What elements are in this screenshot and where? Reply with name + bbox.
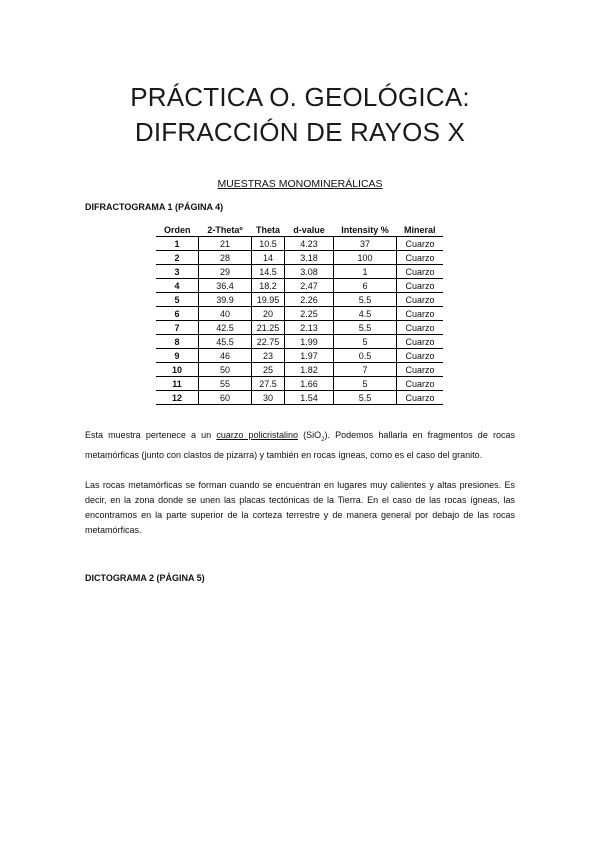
cell-theta: 20 [252,307,285,321]
cuarzo-policristalino-term: cuarzo policristalino [216,430,298,440]
paragraph-rocas: Las rocas metamórficas se forman cuando se encuentran en lugares muy calientes y altas presiones. Es decir, en la zona donde se unen las placas tectónicas de la Tierra. En el caso de las rocas ígneas, las encontramos en la parte superior de la corteza terrestre y de manera general por debajo de las rocas metamórficas. [85,480,515,535]
cell-theta: 19.95 [252,293,285,307]
cell-d-value: 4.23 [285,237,334,251]
cell-d-value: 3.18 [285,251,334,265]
cell-theta: 23 [252,349,285,363]
table-row [156,307,443,321]
cell-mineral: Cuarzo [397,293,444,307]
cell-2-theta: 50 [199,363,252,377]
cell-theta: 14.5 [252,265,285,279]
table-row [156,335,443,349]
column-header-intensity: Intensity % [334,223,397,237]
cell-2-theta: 40 [199,307,252,321]
cell-orden: 2 [156,251,199,265]
document-title-line-1: PRÁCTICA O. GEOLÓGICA: [130,82,470,112]
cell-orden: 7 [156,321,199,335]
cell-orden: 3 [156,265,199,279]
table-row [156,279,443,293]
cell-theta: 10.5 [252,237,285,251]
cell-orden: 10 [156,363,199,377]
cell-d-value: 3.08 [285,265,334,279]
cell-theta: 14 [252,251,285,265]
cell-d-value: 1.97 [285,349,334,363]
cell-theta: 25 [252,363,285,377]
cell-orden: 12 [156,391,199,405]
cell-intensity: 6 [334,279,397,293]
table-row [156,363,443,377]
cell-mineral: Cuarzo [397,335,444,349]
cell-orden: 1 [156,237,199,251]
cell-mineral: Cuarzo [397,307,444,321]
cell-2-theta: 39.9 [199,293,252,307]
column-header-orden: Orden [156,223,199,237]
table-row [156,391,443,405]
cell-intensity: 5.5 [334,391,397,405]
paragraph-1-text-after: ). Podemos hallarla en fragmentos de rocas metamórficas (junto con clastos de pizarra) y también en rocas ígneas, como es el caso del granito. [85,430,515,460]
cell-intensity: 4.5 [334,307,397,321]
table-row [156,251,443,265]
cell-theta: 27.5 [252,377,285,391]
cell-2-theta: 55 [199,377,252,391]
cell-intensity: 5.5 [334,293,397,307]
cell-d-value: 2.25 [285,307,334,321]
cell-2-theta: 29 [199,265,252,279]
column-header-d-value: d-value [285,223,334,237]
table-row [156,293,443,307]
cell-mineral: Cuarzo [397,237,444,251]
cell-theta: 22.75 [252,335,285,349]
cell-intensity: 100 [334,251,397,265]
formula-subscript: 2 [321,436,325,443]
cell-d-value: 2.13 [285,321,334,335]
cell-mineral: Cuarzo [397,265,444,279]
cell-d-value: 2.26 [285,293,334,307]
cell-d-value: 2.47 [285,279,334,293]
paragraph-1-text-before: Esta muestra pertenece a un [85,430,217,440]
cell-theta: 18.2 [252,279,285,293]
cell-d-value: 1.82 [285,363,334,377]
cell-intensity: 5.5 [334,321,397,335]
table-row [156,265,443,279]
cell-mineral: Cuarzo [397,321,444,335]
cell-mineral: Cuarzo [397,391,444,405]
cell-intensity: 5 [334,377,397,391]
cell-2-theta: 60 [199,391,252,405]
cell-orden: 9 [156,349,199,363]
cell-2-theta: 45.5 [199,335,252,349]
cell-orden: 4 [156,279,199,293]
table-row [156,321,443,335]
subheading-difractograma-1: DIFRACTOGRAMA 1 (PÁGINA 4) [85,202,224,212]
table-row [156,349,443,363]
cell-intensity: 7 [334,363,397,377]
cell-2-theta: 21 [199,237,252,251]
table-row [156,377,443,391]
cell-2-theta: 42.5 [199,321,252,335]
cell-intensity: 37 [334,237,397,251]
column-header-mineral: Mineral [397,223,444,237]
section-heading: MUESTRAS MONOMINERÁLICAS [217,178,383,190]
cell-mineral: Cuarzo [397,349,444,363]
cell-intensity: 5 [334,335,397,349]
table-header-row [156,223,443,237]
cell-2-theta: 28 [199,251,252,265]
cell-2-theta: 46 [199,349,252,363]
cell-theta: 30 [252,391,285,405]
diffraction-table [156,223,443,405]
cell-d-value: 1.66 [285,377,334,391]
cell-mineral: Cuarzo [397,279,444,293]
cell-orden: 6 [156,307,199,321]
table-row [156,237,443,251]
cell-orden: 11 [156,377,199,391]
paragraph-cuarzo [85,428,515,463]
cell-theta: 21.25 [252,321,285,335]
column-header-theta: Theta [252,223,285,237]
column-header-2-theta: 2-Thetaº [199,223,252,237]
cell-intensity: 1 [334,265,397,279]
subheading-dictograma-2: DICTOGRAMA 2 (PÁGINA 5) [85,573,205,583]
cell-mineral: Cuarzo [397,377,444,391]
cell-orden: 5 [156,293,199,307]
document-title-line-2: DIFRACCIÓN DE RAYOS X [134,117,466,147]
table-body [156,237,443,405]
cell-2-theta: 36.4 [199,279,252,293]
cell-mineral: Cuarzo [397,363,444,377]
formula-open: (SiO [298,430,322,440]
cell-d-value: 1.99 [285,335,334,349]
cell-intensity: 0.5 [334,349,397,363]
cell-orden: 8 [156,335,199,349]
cell-d-value: 1.54 [285,391,334,405]
cell-mineral: Cuarzo [397,251,444,265]
